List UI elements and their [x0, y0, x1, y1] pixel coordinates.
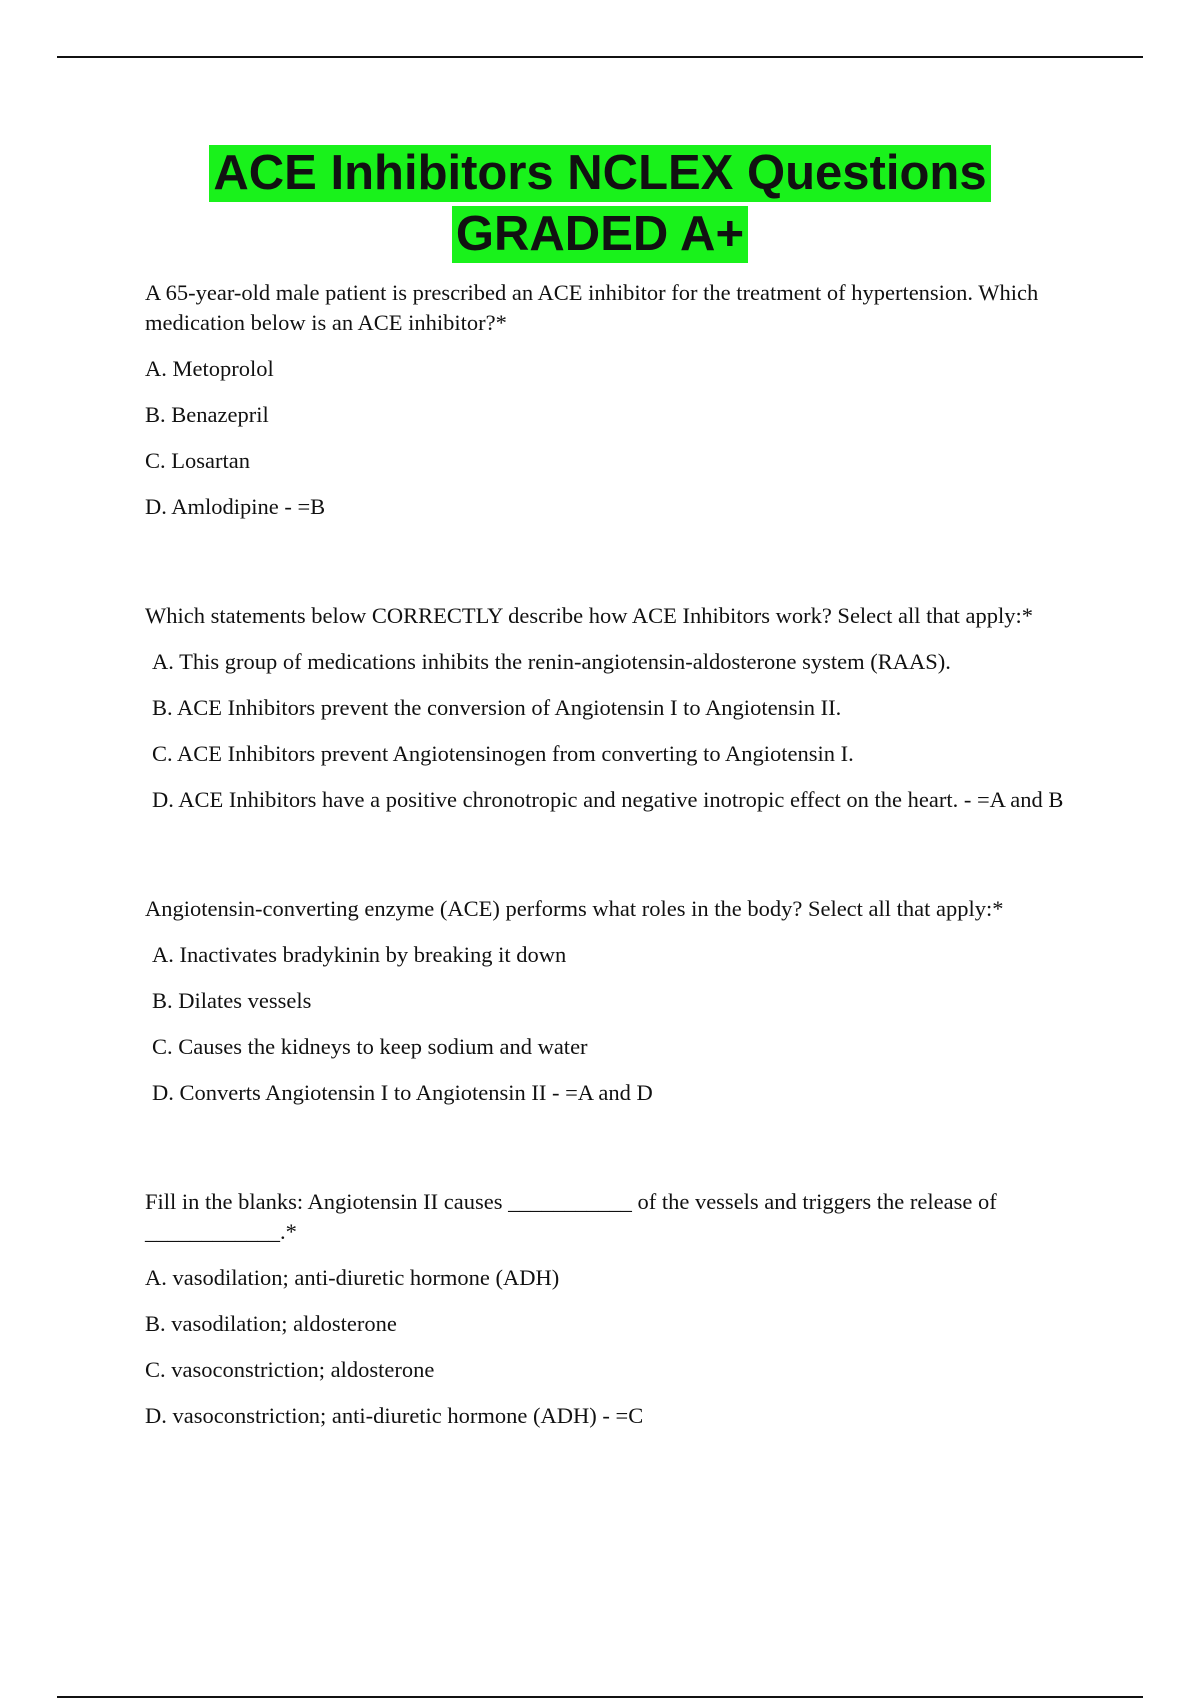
title-line-2: GRADED A+	[452, 206, 748, 263]
question-3-option-b: B. Dilates vessels	[152, 988, 312, 1013]
question-2-stem: Which statements below CORRECTLY describe how ACE Inhibitors work? Select all that apply:*	[145, 603, 1033, 628]
top-rule	[57, 56, 1143, 58]
page-title	[0, 143, 1200, 265]
title-line-1: ACE Inhibitors NCLEX Questions	[209, 145, 990, 202]
question-2-option-a: A. This group of medications inhibits the renin-angiotensin-aldosterone system (RAAS).	[152, 649, 951, 674]
spacer	[145, 538, 1075, 601]
question-2-option-c: C. ACE Inhibitors prevent Angiotensinogen from converting to Angiotensin I.	[152, 741, 854, 766]
question-2-option-b: B. ACE Inhibitors prevent the conversion of Angiotensin I to Angiotensin II.	[152, 695, 842, 720]
question-1	[145, 278, 1075, 522]
question-4-option-d: D. vasoconstriction; anti-diuretic hormone (ADH) - =C	[145, 1403, 644, 1428]
question-3-option-d: D. Converts Angiotensin I to Angiotensin II - =A and D	[152, 1080, 653, 1105]
spacer	[145, 1124, 1075, 1187]
question-4-option-c: C. vasoconstriction; aldosterone	[145, 1357, 435, 1382]
question-4-stem: Fill in the blanks: Angiotensin II causes ___________ of the vessels and triggers the release of ____________.*	[145, 1189, 997, 1244]
question-2-option-d: D. ACE Inhibitors have a positive chronotropic and negative inotropic effect on the heart. - =A and B	[152, 787, 1064, 812]
question-1-option-c: C. Losartan	[145, 448, 250, 473]
question-1-stem: A 65-year-old male patient is prescribed an ACE inhibitor for the treatment of hypertension. Which medication below is an ACE inhibitor?*	[145, 280, 1039, 335]
question-2	[145, 601, 1075, 815]
question-4-option-b: B. vasodilation; aldosterone	[145, 1311, 397, 1336]
question-3-option-c: C. Causes the kidneys to keep sodium and water	[152, 1034, 588, 1059]
question-4-option-a: A. vasodilation; anti-diuretic hormone (ADH)	[145, 1265, 560, 1290]
question-1-option-b: B. Benazepril	[145, 402, 269, 427]
question-3-stem: Angiotensin-converting enzyme (ACE) performs what roles in the body? Select all that apply:*	[145, 896, 1004, 921]
spacer	[145, 831, 1075, 894]
question-list	[145, 278, 1075, 1447]
bottom-rule	[57, 1696, 1143, 1698]
question-1-option-d: D. Amlodipine - =B	[145, 494, 326, 519]
question-3	[145, 894, 1075, 1108]
question-3-option-a: A. Inactivates bradykinin by breaking it down	[152, 942, 567, 967]
question-4	[145, 1187, 1075, 1431]
question-1-option-a: A. Metoprolol	[145, 356, 274, 381]
